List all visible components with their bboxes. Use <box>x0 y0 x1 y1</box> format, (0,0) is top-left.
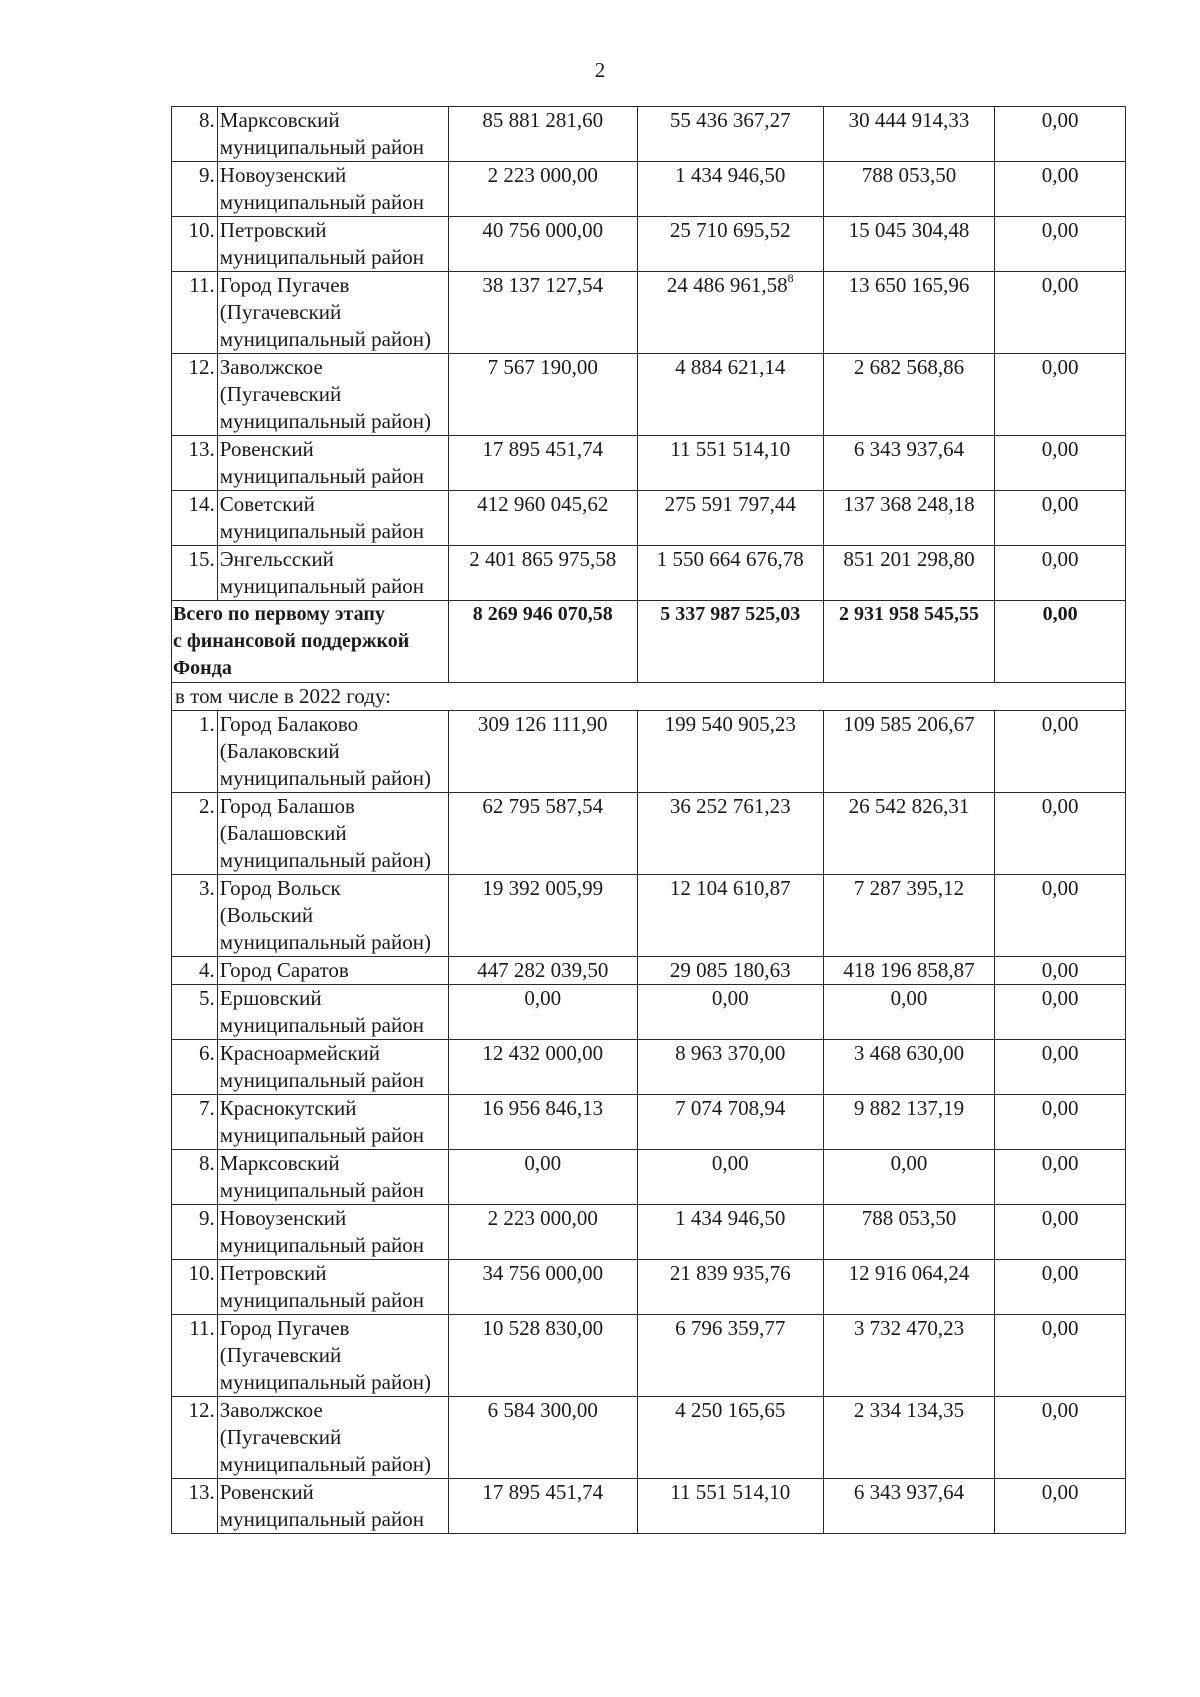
municipality-name <box>217 793 448 875</box>
budget-table <box>171 106 1126 1534</box>
row-number: 10. <box>172 217 218 272</box>
municipality-name-line: Город Пугачев <box>219 1316 350 1340</box>
row-number: 7. <box>172 1095 218 1150</box>
row-number: 12. <box>172 354 218 436</box>
amount-v1: 0,00 <box>448 985 637 1040</box>
table-row <box>172 985 1126 1040</box>
table-row <box>172 272 1126 354</box>
table-row <box>172 107 1126 162</box>
amount-v4: 0,00 <box>995 162 1126 217</box>
amount-v4: 0,00 <box>995 1260 1126 1315</box>
municipality-name <box>217 1205 448 1260</box>
municipality-name <box>217 354 448 436</box>
amount-v3: 9 882 137,19 <box>823 1095 994 1150</box>
total-amount-v2: 5 337 987 525,03 <box>637 601 823 683</box>
amount-v2: 11 551 514,10 <box>637 436 823 491</box>
amount-v2: 8 963 370,00 <box>637 1040 823 1095</box>
row-number: 3. <box>172 875 218 957</box>
amount-v1: 6 584 300,00 <box>448 1397 637 1479</box>
row-number: 1. <box>172 711 218 793</box>
municipality-name-line: (Балашовский <box>219 821 347 845</box>
amount-v2: 1 434 946,50 <box>637 1205 823 1260</box>
amount-v1: 17 895 451,74 <box>448 1479 637 1534</box>
municipality-name-line: Энгельсский <box>219 547 334 571</box>
amount-v1: 2 401 865 975,58 <box>448 546 637 601</box>
amount-v2: 1 434 946,50 <box>637 162 823 217</box>
table-row <box>172 436 1126 491</box>
amount-v3: 3 732 470,23 <box>823 1315 994 1397</box>
amount-v3: 13 650 165,96 <box>823 272 994 354</box>
amount-v1: 447 282 039,50 <box>448 957 637 985</box>
amount-v2: 24 486 961,58$^8$ <box>637 272 823 354</box>
amount-v3: 137 368 248,18 <box>823 491 994 546</box>
row-number: 8. <box>172 107 218 162</box>
total-amount-v1: 8 269 946 070,58 <box>448 601 637 683</box>
amount-v4: 0,00 <box>995 491 1126 546</box>
municipality-name-line: Город Вольск <box>219 876 341 900</box>
total-amount-v3: 2 931 958 545,55 <box>823 601 994 683</box>
total-label-line: с финансовой поддержкой <box>173 630 410 652</box>
row-number: 8. <box>172 1150 218 1205</box>
municipality-name-line: Петровский <box>219 218 327 242</box>
table-row <box>172 793 1126 875</box>
municipality-name <box>217 1150 448 1205</box>
row-number: 12. <box>172 1397 218 1479</box>
municipality-name-line: Петровский <box>219 1261 327 1285</box>
municipality-name-line: Марксовский <box>219 1151 340 1175</box>
row-number: 9. <box>172 162 218 217</box>
section-row <box>172 683 1126 711</box>
municipality-name-line: муниципальный район <box>219 190 424 214</box>
amount-v3: 2 682 568,86 <box>823 354 994 436</box>
municipality-name-line: муниципальный район) <box>219 930 431 954</box>
amount-v4: 0,00 <box>995 957 1126 985</box>
municipality-name <box>217 985 448 1040</box>
municipality-name <box>217 1315 448 1397</box>
amount-v4: 0,00 <box>995 1397 1126 1479</box>
municipality-name-line: муниципальный район <box>219 574 424 598</box>
amount-v2: 0,00 <box>637 1150 823 1205</box>
municipality-name <box>217 1397 448 1479</box>
amount-v3: 851 201 298,80 <box>823 546 994 601</box>
total-amount-v4: 0,00 <box>995 601 1126 683</box>
municipality-name-line: Новоузенский <box>219 1206 347 1230</box>
municipality-name-line: Краснокутский <box>219 1096 357 1120</box>
amount-v3: 418 196 858,87 <box>823 957 994 985</box>
municipality-name <box>217 1260 448 1315</box>
table-row <box>172 1315 1126 1397</box>
amount-v3: 0,00 <box>823 1150 994 1205</box>
municipality-name-line: Заволжское <box>219 355 323 379</box>
table-row <box>172 1260 1126 1315</box>
amount-v4: 0,00 <box>995 875 1126 957</box>
table-row <box>172 875 1126 957</box>
amount-v1: 10 528 830,00 <box>448 1315 637 1397</box>
row-number: 5. <box>172 985 218 1040</box>
amount-v2: 199 540 905,23 <box>637 711 823 793</box>
table-row <box>172 217 1126 272</box>
table-row <box>172 162 1126 217</box>
municipality-name <box>217 107 448 162</box>
page-number: 2 <box>594 58 606 82</box>
municipality-name <box>217 546 448 601</box>
table-row <box>172 1397 1126 1479</box>
amount-v4: 0,00 <box>995 436 1126 491</box>
municipality-name-line: Город Балашов <box>219 794 355 818</box>
amount-v1: 12 432 000,00 <box>448 1040 637 1095</box>
municipality-name-line: Город Балаково <box>219 712 359 736</box>
amount-v3: 788 053,50 <box>823 162 994 217</box>
municipality-name-line: Заволжское <box>219 1398 323 1422</box>
municipality-name-line: муниципальный район) <box>219 1370 431 1394</box>
municipality-name-line: Ровенский <box>219 1480 314 1504</box>
table-row <box>172 1150 1126 1205</box>
amount-v3: 15 045 304,48 <box>823 217 994 272</box>
amount-v1: 0,00 <box>448 1150 637 1205</box>
municipality-name-line: (Балаковский <box>219 739 340 763</box>
amount-v2: 6 796 359,77 <box>637 1315 823 1397</box>
municipality-name <box>217 217 448 272</box>
amount-v1: 40 756 000,00 <box>448 217 637 272</box>
table-row <box>172 711 1126 793</box>
amount-v1: 34 756 000,00 <box>448 1260 637 1315</box>
municipality-name-line: Красноармейский <box>219 1041 381 1065</box>
amount-v1: 7 567 190,00 <box>448 354 637 436</box>
amount-v1: 85 881 281,60 <box>448 107 637 162</box>
municipality-name-line: муниципальный район) <box>219 409 431 433</box>
amount-v1: 2 223 000,00 <box>448 1205 637 1260</box>
municipality-name-line: муниципальный район <box>219 1178 424 1202</box>
amount-v3: 6 343 937,64 <box>823 436 994 491</box>
amount-v4: 0,00 <box>995 711 1126 793</box>
amount-v1: 62 795 587,54 <box>448 793 637 875</box>
amount-v4: 0,00 <box>995 1095 1126 1150</box>
municipality-name <box>217 491 448 546</box>
municipality-name <box>217 957 448 985</box>
municipality-name <box>217 436 448 491</box>
municipality-name <box>217 1040 448 1095</box>
amount-v4: 0,00 <box>995 272 1126 354</box>
table-row <box>172 546 1126 601</box>
total-label-line: Фонда <box>173 657 232 679</box>
amount-v4: 0,00 <box>995 217 1126 272</box>
amount-v3: 12 916 064,24 <box>823 1260 994 1315</box>
amount-v4: 0,00 <box>995 1315 1126 1397</box>
municipality-name-line: Советский <box>219 492 315 516</box>
amount-v3: 6 343 937,64 <box>823 1479 994 1534</box>
municipality-name-line: муниципальный район) <box>219 327 431 351</box>
amount-v4: 0,00 <box>995 793 1126 875</box>
row-number: 10. <box>172 1260 218 1315</box>
municipality-name-line: Марксовский <box>219 108 340 132</box>
amount-v1: 17 895 451,74 <box>448 436 637 491</box>
municipality-name-line: (Пугачевский <box>219 382 342 406</box>
amount-v4: 0,00 <box>995 546 1126 601</box>
amount-v3: 109 585 206,67 <box>823 711 994 793</box>
amount-v1: 412 960 045,62 <box>448 491 637 546</box>
amount-v1: 19 392 005,99 <box>448 875 637 957</box>
amount-v1: 16 956 846,13 <box>448 1095 637 1150</box>
municipality-name <box>217 711 448 793</box>
municipality-name <box>217 875 448 957</box>
municipality-name-line: муниципальный район <box>219 1507 424 1531</box>
row-number: 13. <box>172 436 218 491</box>
footnote-mark: 8 <box>787 271 794 285</box>
budget-table-body <box>172 107 1126 1534</box>
municipality-name <box>217 272 448 354</box>
municipality-name-line: Новоузенский <box>219 163 347 187</box>
total-label-line: Всего по первому этапу <box>173 603 385 625</box>
amount-v2: 0,00 <box>637 985 823 1040</box>
total-row <box>172 601 1126 683</box>
amount-v2: 21 839 935,76 <box>637 1260 823 1315</box>
amount-v4: 0,00 <box>995 985 1126 1040</box>
table-row <box>172 1479 1126 1534</box>
municipality-name-line: Город Саратов <box>219 958 349 982</box>
row-number: 9. <box>172 1205 218 1260</box>
amount-v4: 0,00 <box>995 1205 1126 1260</box>
row-number: 6. <box>172 1040 218 1095</box>
municipality-name-line: муниципальный район <box>219 519 424 543</box>
row-number: 15. <box>172 546 218 601</box>
amount-v2: 275 591 797,44 <box>637 491 823 546</box>
amount-v3: 7 287 395,12 <box>823 875 994 957</box>
municipality-name-line: (Вольский <box>219 903 314 927</box>
amount-v2: 7 074 708,94 <box>637 1095 823 1150</box>
amount-v2: 25 710 695,52 <box>637 217 823 272</box>
section-label: в том числе в 2022 году: <box>172 683 1126 711</box>
municipality-name-line: (Пугачевский <box>219 1425 342 1449</box>
amount-v2: 12 104 610,87 <box>637 875 823 957</box>
amount-v2: 1 550 664 676,78 <box>637 546 823 601</box>
municipality-name-line: муниципальный район <box>219 1013 424 1037</box>
row-number: 11. <box>172 272 218 354</box>
amount-v3: 2 334 134,35 <box>823 1397 994 1479</box>
municipality-name-line: муниципальный район <box>219 1068 424 1092</box>
amount-v4: 0,00 <box>995 107 1126 162</box>
amount-v4: 0,00 <box>995 1150 1126 1205</box>
amount-v3: 26 542 826,31 <box>823 793 994 875</box>
municipality-name-line: муниципальный район <box>219 245 424 269</box>
amount-v4: 0,00 <box>995 354 1126 436</box>
table-row <box>172 354 1126 436</box>
table-row <box>172 1095 1126 1150</box>
amount-v2: 4 250 165,65 <box>637 1397 823 1479</box>
municipality-name-line: (Пугачевский <box>219 300 342 324</box>
municipality-name <box>217 1095 448 1150</box>
amount-v4: 0,00 <box>995 1479 1126 1534</box>
amount-v3: 30 444 914,33 <box>823 107 994 162</box>
row-number: 11. <box>172 1315 218 1397</box>
municipality-name <box>217 1479 448 1534</box>
amount-v2: 36 252 761,23 <box>637 793 823 875</box>
row-number: 2. <box>172 793 218 875</box>
amount-v2: 11 551 514,10 <box>637 1479 823 1534</box>
municipality-name-line: муниципальный район) <box>219 848 431 872</box>
table-row <box>172 957 1126 985</box>
row-number: 4. <box>172 957 218 985</box>
amount-v3: 0,00 <box>823 985 994 1040</box>
amount-v1: 309 126 111,90 <box>448 711 637 793</box>
amount-v1: 2 223 000,00 <box>448 162 637 217</box>
municipality-name-line: муниципальный район <box>219 1233 424 1257</box>
row-number: 14. <box>172 491 218 546</box>
amount-v3: 788 053,50 <box>823 1205 994 1260</box>
municipality-name-line: (Пугачевский <box>219 1343 342 1367</box>
table-row <box>172 1040 1126 1095</box>
municipality-name-line: муниципальный район <box>219 1288 424 1312</box>
municipality-name-line: муниципальный район <box>219 464 424 488</box>
amount-v2: 29 085 180,63 <box>637 957 823 985</box>
amount-v4: 0,00 <box>995 1040 1126 1095</box>
municipality-name-line: Город Пугачев <box>219 273 350 297</box>
municipality-name <box>217 162 448 217</box>
amount-v1: 38 137 127,54 <box>448 272 637 354</box>
row-number: 13. <box>172 1479 218 1534</box>
total-label <box>172 601 449 683</box>
municipality-name-line: муниципальный район <box>219 1123 424 1147</box>
amount-v2: 4 884 621,14 <box>637 354 823 436</box>
amount-v2: 55 436 367,27 <box>637 107 823 162</box>
municipality-name-line: Ершовский <box>219 986 322 1010</box>
municipality-name-line: муниципальный район) <box>219 1452 431 1476</box>
municipality-name-line: Ровенский <box>219 437 314 461</box>
table-row <box>172 1205 1126 1260</box>
amount-v3: 3 468 630,00 <box>823 1040 994 1095</box>
municipality-name-line: муниципальный район <box>219 135 424 159</box>
table-row <box>172 491 1126 546</box>
municipality-name-line: муниципальный район) <box>219 766 431 790</box>
